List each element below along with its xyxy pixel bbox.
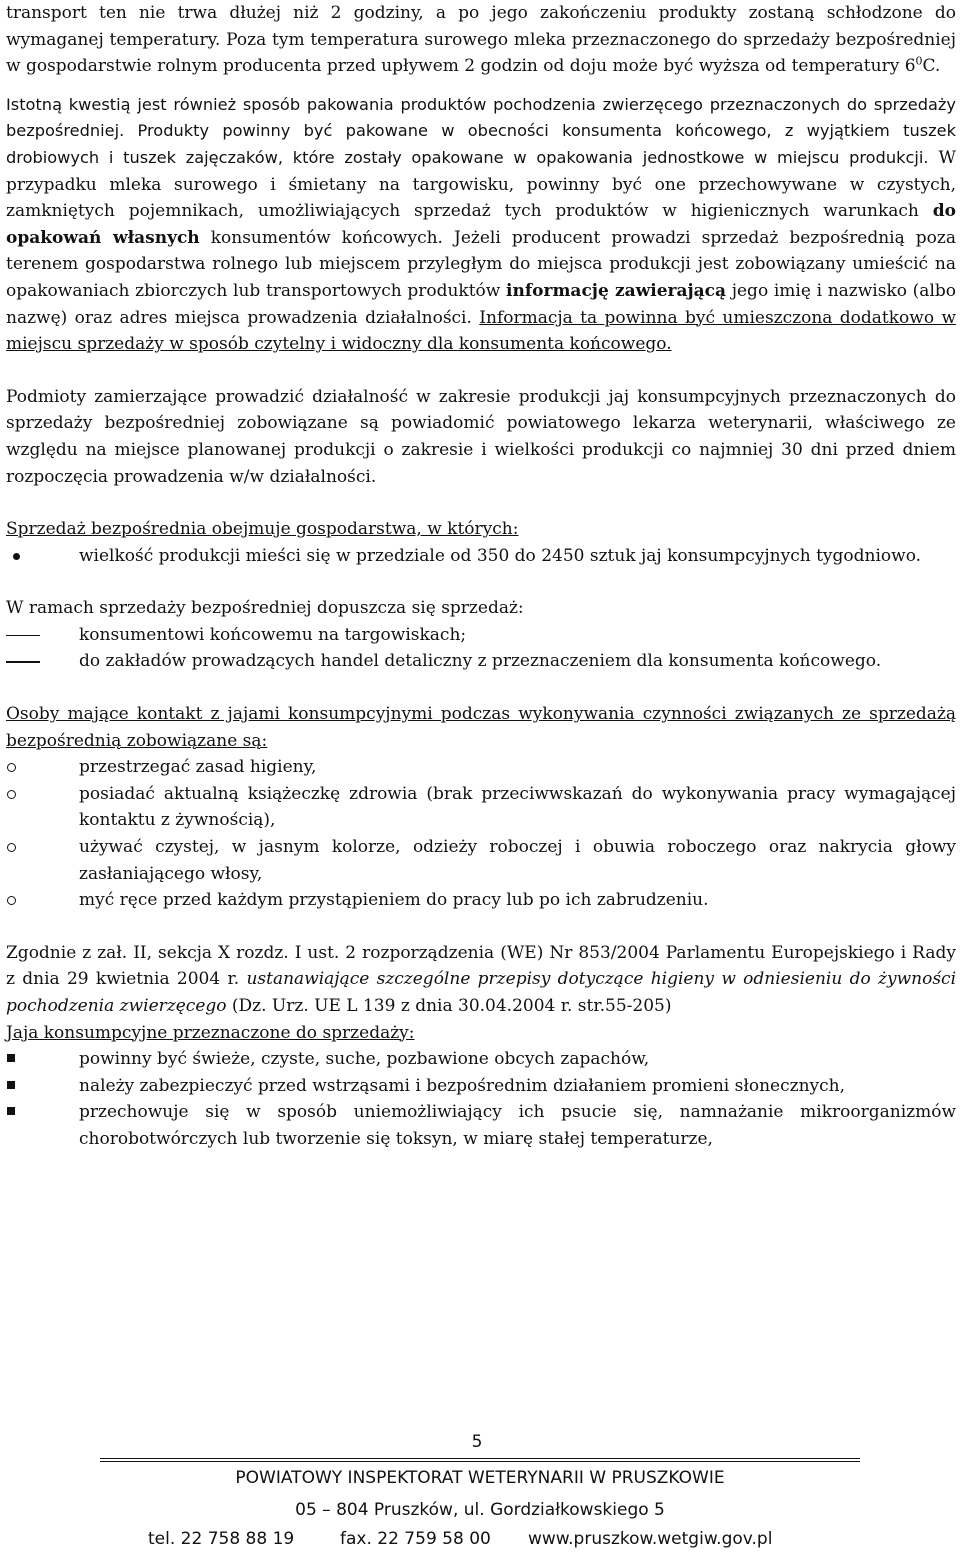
- text: W przypadku mleka surowego i śmietany na targowisku, powinny być one przechowywane w czystych, zamkniętych pojemnikach, umożliwiających sprzedaż tych produktów w higienicznych warunkach: [6, 147, 956, 222]
- underlined-text: Informacja ta powinna być umieszczona dodatkowo w miejscu sprzedaży w sposób czytelny i widoczny dla konsumenta końcowego.: [6, 307, 956, 355]
- footer-divider: [100, 1461, 860, 1462]
- footer-divider: [100, 1458, 860, 1459]
- spacer: [6, 675, 956, 701]
- allowed-list: [6, 622, 956, 675]
- superscript: 0: [915, 54, 923, 68]
- text: (Dz. Urz. UE L 139 z dnia 30.04.2004 r. str.55-205): [226, 996, 672, 1016]
- section-heading-eggs: Jaja konsumpcyjne przeznaczone do sprzedaży:: [6, 1022, 415, 1043]
- persons-list: [6, 754, 956, 914]
- list-item: konsumentowi końcowemu na targowiskach;: [79, 624, 467, 645]
- bold-text: do opakowań własnych: [6, 201, 956, 248]
- page-footer: [0, 1428, 960, 1556]
- bold-text: informację zawierającą: [506, 280, 727, 301]
- text: Zgodnie z zał. II, sekcja X rozdz. I ust. 2 rozporządzenia (WE) Nr 853/2004 Parlamentu Europejskiego i Rady z dnia 29 kwietnia 2004 r.: [6, 942, 956, 990]
- farms-list: [6, 543, 956, 570]
- italic-text: ustanawiające szczególne przepisy dotyczące higieny w odniesieniu do żywności pochodzenia zwierzęcego: [6, 969, 957, 1016]
- spacer: [6, 569, 956, 595]
- text: C.: [922, 56, 941, 77]
- section-heading-farms: Sprzedaż bezpośrednia obejmuje gospodarstwa, w których:: [6, 519, 519, 540]
- paragraph-packaging: [6, 92, 956, 358]
- footer-address: 05 – 804 Pruszków, ul. Gordziałkowskiego 5: [295, 1500, 665, 1520]
- list-item: należy zabezpieczyć przed wstrząsami i bezpośrednim działaniem promieni słonecznych,: [79, 1075, 846, 1096]
- text: transport ten nie trwa dłużej niż 2 godziny, a po jego zakończeniu produkty zostaną schłodzone do wymaganej temperatury. Poza tym temperatura surowego mleka przeznaczonego do sprzedaży bezpośredniej w gospodarstwie rolnym producenta przed upływem 2 godzin od doju może być wyższa od temperatury 6: [6, 3, 956, 77]
- paragraph-regulation: [6, 940, 956, 1020]
- section-heading-persons: Osoby mające kontakt z jajami konsumpcyjnymi podczas wykonywania czynności związanych ze sprzedażą bezpośrednią zobowiązane są:: [6, 704, 956, 751]
- paragraph-transport: [6, 0, 956, 80]
- section-heading-allowed: W ramach sprzedaży bezpośredniej dopuszcza się sprzedaż:: [6, 598, 524, 619]
- footer-tel: tel. 22 758 88 19: [148, 1529, 295, 1549]
- list-item: używać czystej, w jasnym kolorze, odzieży roboczej i obuwia roboczego oraz nakrycia głowy zasłaniającego włosy,: [79, 837, 956, 884]
- spacer: [6, 490, 956, 516]
- list-item: wielkość produkcji mieści się w przedziale od 350 do 2450 sztuk jaj konsumpcyjnych tygodniowo.: [79, 545, 922, 566]
- text: konsumentów końcowych. Jeżeli producent prowadzi sprzedaż bezpośrednią poza terenem gospodarstwa rolnego lub miejscem przyległym do miejsca produkcji jest zobowiązany umieścić na opakowaniach zbiorczych lub transportowych produktów: [6, 227, 956, 301]
- list-item: myć ręce przed każdym przystąpieniem do pracy lub po ich zabrudzeniu.: [79, 890, 709, 911]
- footer-website-link[interactable]: www.pruszkow.wetgiw.gov.pl: [528, 1529, 773, 1549]
- spacer: [6, 358, 956, 384]
- footer-org: POWIATOWY INSPEKTORAT WETERYNARII W PRUSZKOWIE: [235, 1468, 725, 1488]
- list-item: przechowuje się w sposób uniemożliwiający ich psucie się, namnażanie mikroorganizmów chorobotwórczych lub tworzenie się toksyn, w miarę stałej temperaturze,: [79, 1102, 956, 1149]
- list-item: posiadać aktualną książeczkę zdrowia (brak przeciwwskazań do wykonywania pracy wymagającej kontaktu z żywnością),: [79, 783, 956, 831]
- list-item: powinny być świeże, czyste, suche, pozbawione obcych zapachów,: [79, 1049, 650, 1070]
- page-number: 5: [471, 1432, 483, 1452]
- spacer: [6, 80, 956, 92]
- eggs-list: [6, 1046, 956, 1152]
- footer-contacts: [0, 1526, 960, 1556]
- text-sans: Istotną kwestią jest również sposób pakowania produktów pochodzenia zwierzęcego przeznaczonych do sprzedaży bezpośredniej. Produkty powinny być pakowane w obecności konsumenta końcowego, z wyjątkiem tuszek drobiowych i tuszek zajęczaków, które zostały opakowane w opakowania jednostkowe w miejscu produkcji.: [6, 94, 956, 167]
- footer-fax: fax. 22 759 58 00: [340, 1529, 491, 1549]
- text: jego imię i nazwisko (albo nazwę) oraz adres miejsca prowadzenia działalności.: [6, 280, 956, 328]
- list-item: przestrzegać zasad higieny,: [79, 757, 317, 778]
- list-item: do zakładów prowadzących handel detaliczny z przeznaczeniem dla konsumenta końcowego.: [79, 651, 882, 672]
- paragraph-notification: Podmioty zamierzające prowadzić działalność w zakresie produkcji jaj konsumpcyjnych przeznaczonych do sprzedaży bezpośredniej zobowiązane są powiadomić powiatowego lekarza weterynarii, właściwego ze względu na miejsce planowanej produkcji o zakresie i wielkości produkcji co najmniej 30 dni przed dniem rozpoczęcia prowadzenia w/w działalności.: [6, 386, 956, 487]
- spacer: [6, 914, 956, 940]
- document-page: [6, 0, 956, 1153]
